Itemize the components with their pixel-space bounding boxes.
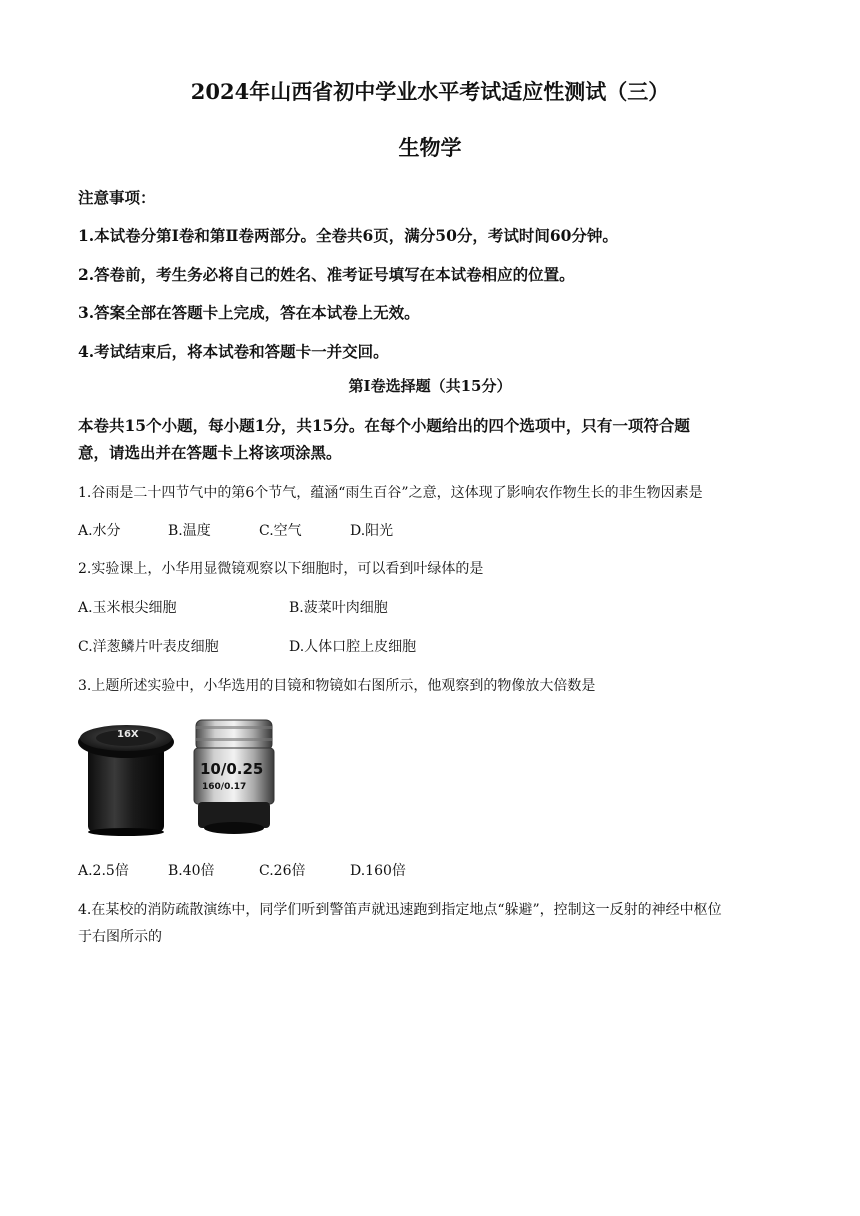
q1-option-a: A.水分	[78, 523, 121, 539]
eyepiece-label: 16X	[117, 729, 139, 740]
q3-option-c: C.26倍	[259, 863, 306, 879]
question-3-stem: 3.上题所述实验中，小华选用的目镜和物镜如右图所示，他观察到的物像放大倍数是	[78, 678, 596, 694]
notice-item-2: 2.答卷前，考生务必将自己的姓名、准考证号填写在本试卷相应的位置。	[78, 265, 575, 284]
question-4-stem-line1: 4.在某校的消防疏散演练中，同学们听到警笛声就迅速跑到指定地点“躲避”，控制这一反射的神经中枢位	[78, 902, 722, 918]
q3-option-d: D.160倍	[350, 863, 406, 879]
question-1-stem: 1.谷雨是二十四节气中的第6个节气，蕴涵“雨生百谷”之意，这体现了影响农作物生长的非生物因素是	[78, 485, 703, 501]
subject-title: 生物学	[398, 135, 462, 160]
section-heading: 第Ⅰ卷选择题（共15分）	[348, 377, 512, 395]
q2-option-c: C.洋葱鳞片叶表皮细胞	[78, 639, 219, 655]
section-instructions-line2: 意，请选出并在答题卡上将该项涂黑。	[78, 443, 342, 462]
notice-heading: 注意事项：	[78, 188, 156, 207]
eyepiece-image	[76, 718, 176, 836]
question-4-stem-line2: 于右图所示的	[78, 929, 162, 945]
q2-option-d: D.人体口腔上皮细胞	[289, 639, 417, 655]
exam-title: 2024年山西省初中学业水平考试适应性测试（三）	[190, 79, 670, 104]
q2-option-b: B.菠菜叶肉细胞	[289, 600, 388, 616]
q3-option-a: A.2.5倍	[78, 863, 129, 879]
q1-option-b: B.温度	[168, 523, 211, 539]
question-2-stem: 2.实验课上，小华用显微镜观察以下细胞时，可以看到叶绿体的是	[78, 561, 484, 577]
q3-option-b: B.40倍	[168, 863, 215, 879]
q1-option-d: D.阳光	[350, 523, 394, 539]
notice-item-4: 4.考试结束后，将本试卷和答题卡一并交回。	[78, 342, 389, 361]
q2-option-a: A.玉米根尖细胞	[78, 600, 177, 616]
q1-option-c: C.空气	[259, 523, 302, 539]
notice-item-1: 1.本试卷分第Ⅰ卷和第Ⅱ卷两部分。全卷共6页，满分50分，考试时间60分钟。	[78, 226, 618, 245]
objective-lens-image	[190, 716, 278, 836]
objective-label-tube: 160/0.17	[202, 782, 247, 792]
notice-item-3: 3.答案全部在答题卡上完成，答在本试卷上无效。	[78, 303, 420, 322]
section-instructions-line1: 本卷共15个小题，每小题1分，共15分。在每个小题给出的四个选项中，只有一项符合题	[78, 416, 690, 435]
objective-label-main: 10/0.25	[200, 760, 264, 778]
